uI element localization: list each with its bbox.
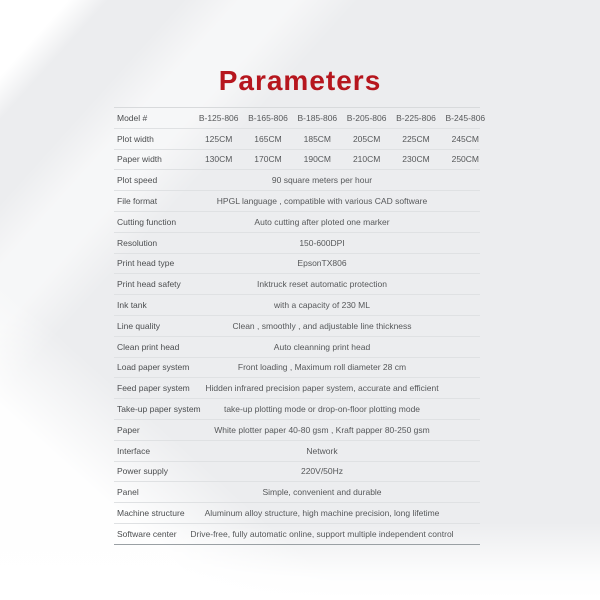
table-row (114, 150, 480, 171)
row-value: Clean , smoothly , and adjustable line thickness (232, 320, 412, 331)
row-value: Inktruck reset automatic protection (257, 279, 387, 290)
row-label: Power supply (117, 466, 169, 477)
row-label: Model # (117, 112, 148, 123)
table-row (114, 316, 480, 337)
row-value: White plotter paper 40-80 gsm , Kraft papper 80-250 gsm (214, 424, 430, 435)
row-value: with a capacity of 230 ML (274, 300, 370, 311)
row-value-cell: 170CM (254, 154, 282, 165)
table-row (114, 295, 480, 316)
row-value: EpsonTX806 (297, 258, 347, 269)
row-label: Software center (117, 528, 177, 539)
table-row (114, 337, 480, 358)
row-value-cell: 185CM (303, 133, 332, 144)
row-value: Auto cutting after ploted one marker (254, 216, 390, 227)
table-row (114, 462, 480, 483)
row-label: Resolution (117, 237, 158, 248)
row-value-cell: 165CM (254, 133, 282, 144)
row-value-cell: B-125-806 (198, 112, 239, 123)
row-value-cell: B-225-806 (396, 112, 436, 123)
row-label: Interface (117, 445, 151, 456)
table-row (114, 441, 480, 462)
table-row (114, 212, 480, 233)
row-label: Plot speed (117, 175, 158, 186)
row-value-cell: B-205-806 (346, 112, 387, 123)
row-label: Print head type (117, 258, 175, 269)
row-value: Hidden infrared precision paper system, accurate and efficient (205, 383, 439, 394)
row-label: Machine structure (117, 508, 185, 519)
table-row (114, 274, 480, 295)
row-values (194, 108, 490, 128)
table-row (114, 482, 480, 503)
row-value-cell: 225CM (402, 133, 430, 144)
row-values (194, 129, 490, 149)
row-label: Load paper system (117, 362, 190, 373)
row-label: Plot width (117, 133, 154, 144)
row-value-cell: 245CM (451, 133, 479, 144)
row-value-cell: 205CM (352, 133, 381, 144)
row-value-cell: 130CM (204, 154, 233, 165)
row-label: File format (117, 196, 158, 207)
row-label: Paper width (117, 154, 162, 165)
row-value: Simple, convenient and durable (262, 487, 382, 498)
table-row (114, 399, 480, 420)
row-value: 220V/50Hz (300, 466, 344, 477)
table-row (114, 524, 480, 545)
row-value: 150-600DPI (299, 237, 345, 248)
row-value: Drive-free, fully automatic online, support multiple independent control (190, 528, 454, 539)
table-row (114, 233, 480, 254)
table-row (114, 108, 486, 129)
row-value-cell: B-245-806 (445, 112, 486, 123)
row-value-cell: 250CM (451, 154, 479, 165)
table-row (114, 378, 480, 399)
row-label: Paper (117, 424, 140, 435)
row-value-cell: B-185-806 (297, 112, 338, 123)
table-row (114, 170, 480, 191)
table-row (114, 254, 480, 275)
table-row (114, 129, 480, 150)
row-label: Ink tank (117, 300, 147, 311)
row-value: Aluminum alloy structure, high machine precision, long lifetime (204, 508, 440, 519)
table-row (114, 420, 480, 441)
parameters-table (114, 107, 486, 545)
row-label: Print head safety (117, 279, 181, 290)
row-value-cell: 210CM (352, 154, 381, 165)
row-label: Clean print head (117, 341, 180, 352)
row-value-cell: 125CM (204, 133, 233, 144)
row-label: Take-up paper system (117, 404, 201, 415)
row-value: Auto cleanning print head (273, 341, 371, 352)
page-title: Parameters (218, 65, 382, 96)
table-row (114, 503, 480, 524)
row-value: take-up plotting mode or drop-on-floor plotting mode (223, 404, 421, 415)
row-value: HPGL language , compatible with various CAD software (216, 196, 428, 207)
row-value-cell: 230CM (402, 154, 430, 165)
row-label: Line quality (117, 320, 161, 331)
row-value-cell: B-165-806 (248, 112, 288, 123)
row-value-cell: 190CM (303, 154, 332, 165)
row-value: Network (306, 445, 338, 456)
row-value: 90 square meters per hour (271, 175, 373, 186)
table-row (114, 191, 480, 212)
row-label: Panel (117, 487, 139, 498)
row-label: Cutting function (117, 216, 177, 227)
row-value: Front loading , Maximum roll diameter 28 cm (237, 362, 407, 373)
table-row (114, 358, 480, 379)
row-label: Feed paper system (117, 383, 190, 394)
row-values (194, 150, 490, 170)
